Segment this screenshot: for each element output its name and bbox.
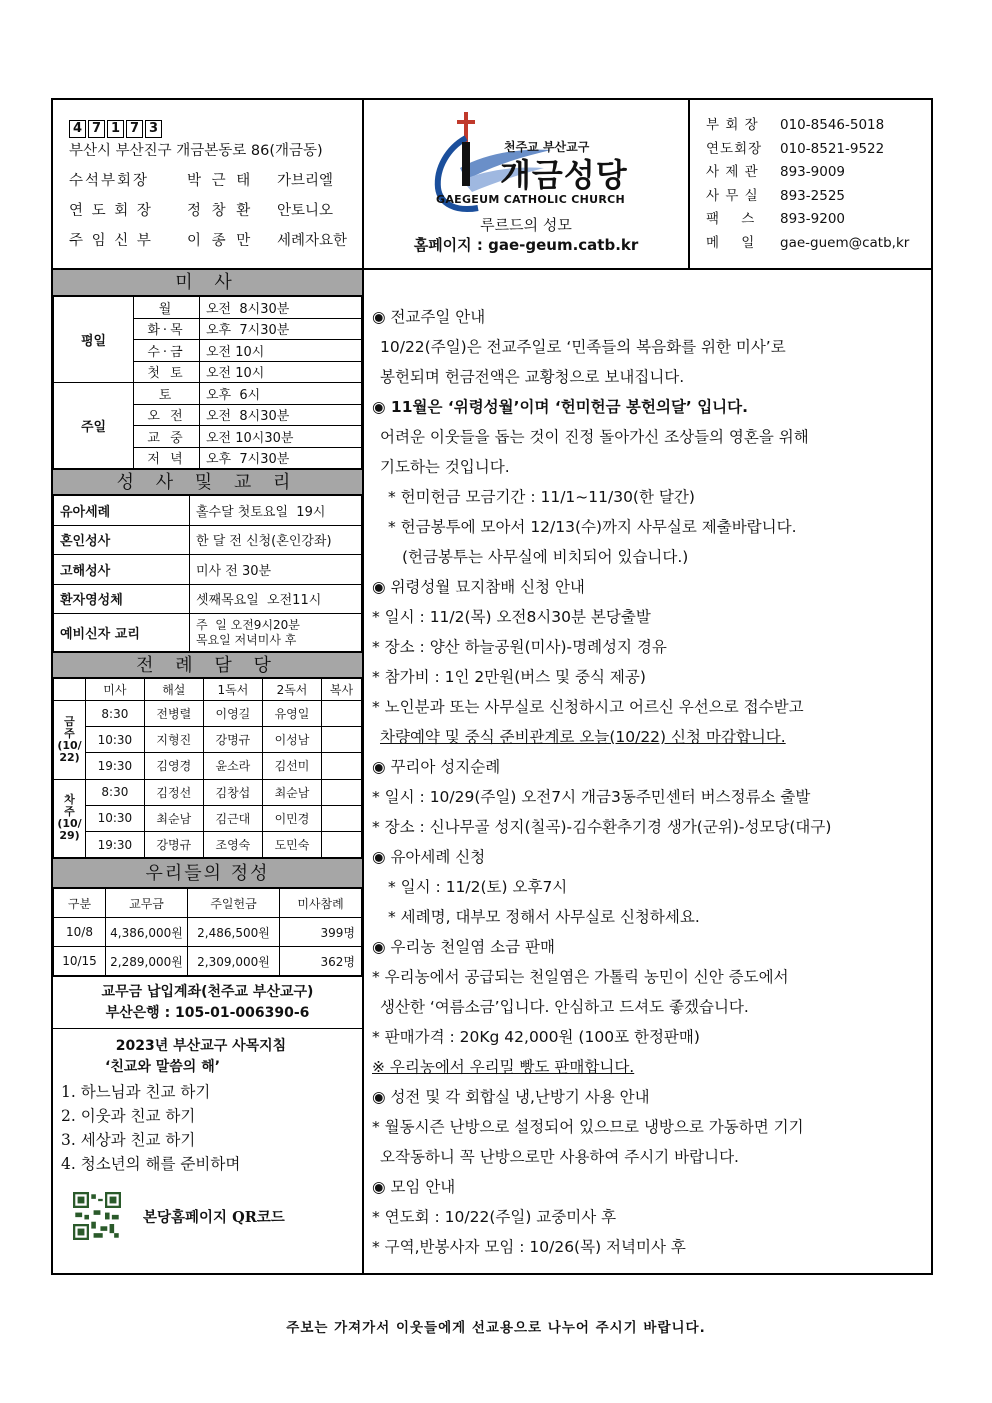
header-cell: 구분: [54, 889, 106, 918]
mass-day: 저 녁: [134, 447, 200, 469]
logo-subtitle: 천주교 부산교구: [504, 140, 590, 154]
table-cell: 8:30: [86, 701, 145, 727]
table-cell: 10:30: [86, 805, 145, 831]
table-row: [54, 918, 362, 947]
header-cell: 2독서: [262, 679, 321, 701]
contact-value: 893-2525: [780, 187, 845, 204]
zip-digit: 3: [145, 120, 162, 138]
notice-line: * 일시 : 10/29(주일) 오전7시 개금3동주민센터 버스정류소 출발: [372, 788, 811, 806]
zip-digit: 7: [88, 120, 105, 138]
table-row: [54, 701, 362, 727]
contact-label: 메 일: [706, 234, 756, 251]
account-line: 교무금 납입계좌(천주교 부산교구): [101, 984, 314, 1001]
pastoral-item: 4. 청소년의 해를 준비하며: [61, 1155, 241, 1174]
notice-line: 생산한 ‘여름소금’입니다. 안심하고 드셔도 좋겠습니다.: [380, 998, 749, 1016]
notice-heading: ◉ 전교주일 안내: [372, 308, 486, 326]
contact-value: gae-guem@catb,kr: [780, 234, 910, 251]
table-cell: 최순남: [262, 779, 321, 805]
table-cell: 19:30: [86, 753, 145, 779]
table-cell: [322, 805, 362, 831]
table-row: [54, 297, 362, 319]
table-cell: 지형진: [144, 727, 203, 753]
table-cell: 4,386,000원: [106, 918, 188, 947]
table-cell: [322, 727, 362, 753]
mass-schedule-table: [53, 296, 362, 469]
officer-row: [69, 196, 362, 226]
notice-heading: ◉ 위령성월 묘지참배 신청 안내: [372, 578, 585, 596]
zip-digit: 1: [107, 120, 124, 138]
table-cell: 조영숙: [203, 831, 262, 857]
contact-row: [706, 208, 931, 232]
mass-day: 수·금: [134, 340, 200, 362]
notice-line: * 장소 : 신나무골 성지(칠곡)-김수환추기경 생가(군위)-성모당(대구): [372, 818, 832, 836]
pastoral-item: 1. 하느님과 친교 하기: [61, 1083, 211, 1102]
mass-time: 오후 7시30분: [200, 447, 362, 469]
week-label: 금 주 (10/ 22): [54, 701, 86, 780]
offerings-section-title: 우리들의 정성: [53, 858, 362, 888]
notices-column: [364, 270, 931, 1275]
officer-row: [69, 226, 362, 256]
bulletin-frame: [51, 98, 933, 1275]
weekday-label: 평일: [54, 297, 134, 383]
notice-line: * 연도회 : 10/22(주일) 교중미사 후: [372, 1208, 617, 1226]
notice-line: * 헌금봉투에 모아서 12/13(수)까지 사무실로 제출바랍니다.: [388, 518, 797, 536]
bulletin-header: [53, 100, 931, 270]
mass-time: 오후 6시: [200, 383, 362, 405]
header-cell: 미사: [86, 679, 145, 701]
header-cell: 교무금: [106, 889, 188, 918]
address: 부산시 부산진구 개금본동로 86(개금동): [69, 143, 323, 159]
mass-time: 오전 10시30분: [200, 426, 362, 448]
table-cell: 10/15: [54, 947, 106, 976]
table-cell: 2,309,000원: [188, 947, 280, 976]
notice-line: ※ 우리농에서 우리밀 빵도 판매합니다.: [372, 1058, 635, 1076]
header-cell: 1독서: [203, 679, 262, 701]
notice-line: * 구역,반봉사자 모임 : 10/26(목) 저녁미사 후: [372, 1238, 686, 1256]
patron-saint: 루르드의 성모: [480, 216, 572, 234]
table-cell: 김정선: [144, 779, 203, 805]
notice-line: 오작동하니 꼭 난방으로만 사용하여 주시기 바랍니다.: [380, 1148, 739, 1166]
notice-line: * 장소 : 양산 하늘공원(미사)-명례성지 경유: [372, 638, 667, 656]
notice-heading: ◉ 유아세례 신청: [372, 848, 486, 866]
table-cell: 윤소라: [203, 753, 262, 779]
header-cell: 미사참례: [280, 889, 362, 918]
pastoral-item: 2. 이웃과 친교 하기: [61, 1107, 196, 1126]
officer-baptism: 가브리엘: [277, 173, 334, 189]
liturgy-section-title: 전 례 담 당: [53, 652, 362, 678]
week-label: 차 주 (10/ 29): [54, 779, 86, 858]
table-cell: 김근대: [203, 805, 262, 831]
table-cell: [322, 753, 362, 779]
mass-time: 오전 10시: [200, 361, 362, 383]
table-cell: 10/8: [54, 918, 106, 947]
pastoral-title: 2023년 부산교구 사목지침: [115, 1038, 287, 1055]
contact-value: 893-9009: [780, 164, 845, 180]
contact-label: 사 제 관: [706, 164, 759, 180]
officer-row: [69, 166, 362, 196]
header-cell: [54, 679, 86, 701]
catechumen-line: 목요일 저녁미사 후: [196, 632, 297, 647]
table-cell: 도민숙: [262, 831, 321, 857]
contact-row: [706, 232, 931, 256]
contact-label: 사 무 실: [706, 187, 759, 204]
table-cell: [322, 701, 362, 727]
notice-heading: ◉ 성전 및 각 회합실 냉,난방기 사용 안내: [372, 1088, 650, 1106]
sunday-label: 주일: [54, 383, 134, 469]
table-row: [54, 679, 362, 701]
address-block: [53, 100, 364, 268]
table-row: [54, 383, 362, 405]
pastoral-subtitle: ‘친교와 말씀의 해’: [105, 1059, 221, 1076]
contact-value: 010-8521-9522: [780, 140, 885, 157]
contact-row: [706, 114, 931, 138]
table-row: [54, 947, 362, 976]
notice-line: 차량예약 및 중식 준비관계로 오늘(10/22) 신청 마감합니다.: [380, 728, 786, 746]
sacrament-detail: [190, 614, 362, 652]
mass-day: 화·목: [134, 318, 200, 340]
table-cell: [322, 831, 362, 857]
notice-heading: ◉ 꾸리아 성지순례: [372, 758, 501, 776]
table-cell: 399명: [280, 918, 362, 947]
table-cell: 최순남: [144, 805, 203, 831]
sacrament-detail: 홀수달 첫토요일 19시: [190, 496, 362, 526]
table-cell: 이민경: [262, 805, 321, 831]
notice-line: * 헌미헌금 모금기간 : 11/1~11/30(한 달간): [388, 488, 695, 506]
mass-day: 첫 토: [134, 361, 200, 383]
contact-label: 연도회장: [706, 140, 763, 157]
church-name-english: GAEGEUM CATHOLIC CHURCH: [436, 193, 625, 206]
sacrament-name: 예비신자 교리: [54, 614, 190, 652]
table-cell: 2,289,000원: [106, 947, 188, 976]
officer-name: 박 근 태: [187, 173, 254, 189]
notice-line: * 우리농에서 공급되는 천일염은 가톨릭 농민이 신안 증도에서: [372, 968, 789, 986]
account-line: 부산은행 : 105-01-006390-6: [105, 1005, 310, 1022]
header-cell: 주일헌금: [188, 889, 280, 918]
contact-row: [706, 185, 931, 209]
qr-row: [61, 1192, 362, 1240]
mass-time: 오전 8시30분: [200, 404, 362, 426]
mass-day: 교 중: [134, 426, 200, 448]
officer-role: 연 도 회 장: [69, 203, 153, 219]
notice-line: (헌금봉투는 사무실에 비치되어 있습니다.): [402, 548, 689, 566]
table-cell: 362명: [280, 947, 362, 976]
notice-heading: ◉ 우리농 천일염 소금 판매: [372, 938, 555, 956]
contact-label: 팩 스: [706, 211, 756, 227]
table-row: [54, 525, 362, 555]
officer-name: 정 창 환: [187, 203, 254, 219]
qr-code-label: 본당홈페이지 QR코드: [143, 1208, 285, 1226]
sacrament-detail: 미사 전 30분: [190, 555, 362, 585]
pastoral-item: 3. 세상과 친교 하기: [61, 1131, 196, 1150]
notice-line: * 세례명, 대부모 정해서 사무실로 신청하세요.: [388, 908, 700, 926]
homepage-url: 홈페이지 : gae-geum.catb.kr: [413, 236, 639, 254]
table-row: [54, 753, 362, 779]
table-cell: 유영일: [262, 701, 321, 727]
officer-role: 주 임 신 부: [69, 233, 153, 249]
contact-value: 893-9200: [780, 211, 845, 227]
notice-line: 어려운 이웃들을 돕는 것이 진정 돌아가신 조상들의 영혼을 위해: [380, 428, 809, 446]
table-cell: 김영경: [144, 753, 203, 779]
officer-name: 이 종 만: [187, 233, 254, 249]
offerings-table: [53, 888, 362, 976]
table-cell: 이성남: [262, 727, 321, 753]
notice-line: 봉헌되며 헌금전액은 교황청으로 보내집니다.: [380, 368, 685, 386]
mass-time: 오후 7시30분: [200, 318, 362, 340]
header-cell: 해설: [144, 679, 203, 701]
notice-line: * 참가비 : 1인 2만원(버스 및 중식 제공): [372, 668, 646, 686]
notice-line: * 월동시즌 난방으로 설정되어 있으므로 냉방으로 가동하면 기기: [372, 1118, 804, 1136]
liturgy-table: [53, 678, 362, 858]
sacraments-table: [53, 495, 362, 652]
table-row: [54, 779, 362, 805]
table-cell: 김선미: [262, 753, 321, 779]
footer-note: 주보는 가져가서 이웃들에게 선교용으로 나누어 주시기 바랍니다.: [286, 1320, 706, 1336]
table-cell: 김창섭: [203, 779, 262, 805]
table-row: [54, 555, 362, 585]
sacrament-name: 혼인성사: [54, 525, 190, 555]
mass-time: 오전 8시30분: [200, 297, 362, 319]
notice-line: * 노인분과 또는 사무실로 신청하시고 어르신 우선으로 접수받고: [372, 698, 804, 716]
officer-baptism: 안토니오: [277, 203, 334, 219]
officer-baptism: 세례자요한: [277, 233, 348, 249]
table-row: [54, 584, 362, 614]
mass-day: 토: [134, 383, 200, 405]
table-row: [54, 727, 362, 753]
sacrament-detail: 셋째목요일 오전11시: [190, 584, 362, 614]
sacraments-section-title: 성 사 및 교 리: [53, 469, 362, 495]
catechumen-line: 주 일 오전9시20분: [196, 617, 300, 632]
church-name: 개금성당: [500, 156, 628, 194]
sacrament-detail: 한 달 전 신청(혼인강좌): [190, 525, 362, 555]
sacrament-name: 유아세례: [54, 496, 190, 526]
table-cell: 전병렬: [144, 701, 203, 727]
notice-heading: ◉ 11월은 ‘위령성월’이며 ‘헌미헌금 봉헌의달’ 입니다.: [372, 398, 749, 416]
qr-code-icon[interactable]: [73, 1192, 121, 1240]
table-cell: 이영길: [203, 701, 262, 727]
contact-block: [688, 100, 931, 268]
table-cell: 강명규: [144, 831, 203, 857]
notice-heading: ◉ 모임 안내: [372, 1178, 456, 1196]
notice-line: 기도하는 것입니다.: [380, 458, 510, 476]
zip-digit: 4: [69, 120, 86, 138]
mass-day: 오 전: [134, 404, 200, 426]
table-cell: 2,486,500원: [188, 918, 280, 947]
pastoral-guidelines: [53, 1029, 362, 1240]
contact-row: [706, 161, 931, 185]
table-row: [54, 831, 362, 857]
table-cell: [322, 779, 362, 805]
account-info: [53, 976, 362, 1029]
sacrament-name: 고해성사: [54, 555, 190, 585]
header-cell: 복사: [322, 679, 362, 701]
table-cell: 8:30: [86, 779, 145, 805]
notice-line: * 판매가격 : 20Kg 42,000원 (100포 한정판매): [372, 1028, 700, 1046]
sacrament-name: 환자영성체: [54, 584, 190, 614]
table-cell: 10:30: [86, 727, 145, 753]
notice-line: 10/22(주일)은 전교주일로 ‘민족들의 복음화를 위한 미사’로: [380, 338, 786, 356]
table-cell: 강명규: [203, 727, 262, 753]
table-row: [54, 805, 362, 831]
mass-section-title: 미 사: [53, 270, 362, 296]
table-row: [54, 496, 362, 526]
notice-line: * 일시 : 11/2(목) 오전8시30분 본당출발: [372, 608, 651, 626]
contact-row: [706, 138, 931, 162]
contact-label: 부 회 장: [706, 117, 759, 133]
table-row: [54, 889, 362, 918]
zip-digit: 7: [126, 120, 143, 138]
table-row: [54, 614, 362, 652]
church-logo-block: [364, 100, 688, 268]
mass-day: 월: [134, 297, 200, 319]
mass-time: 오전 10시: [200, 340, 362, 362]
left-column: [53, 270, 364, 1275]
notice-line: * 일시 : 11/2(토) 오후7시: [388, 878, 568, 896]
officer-role: 수석부회장: [69, 173, 150, 189]
table-cell: 19:30: [86, 831, 145, 857]
contact-value: 010-8546-5018: [780, 117, 885, 133]
